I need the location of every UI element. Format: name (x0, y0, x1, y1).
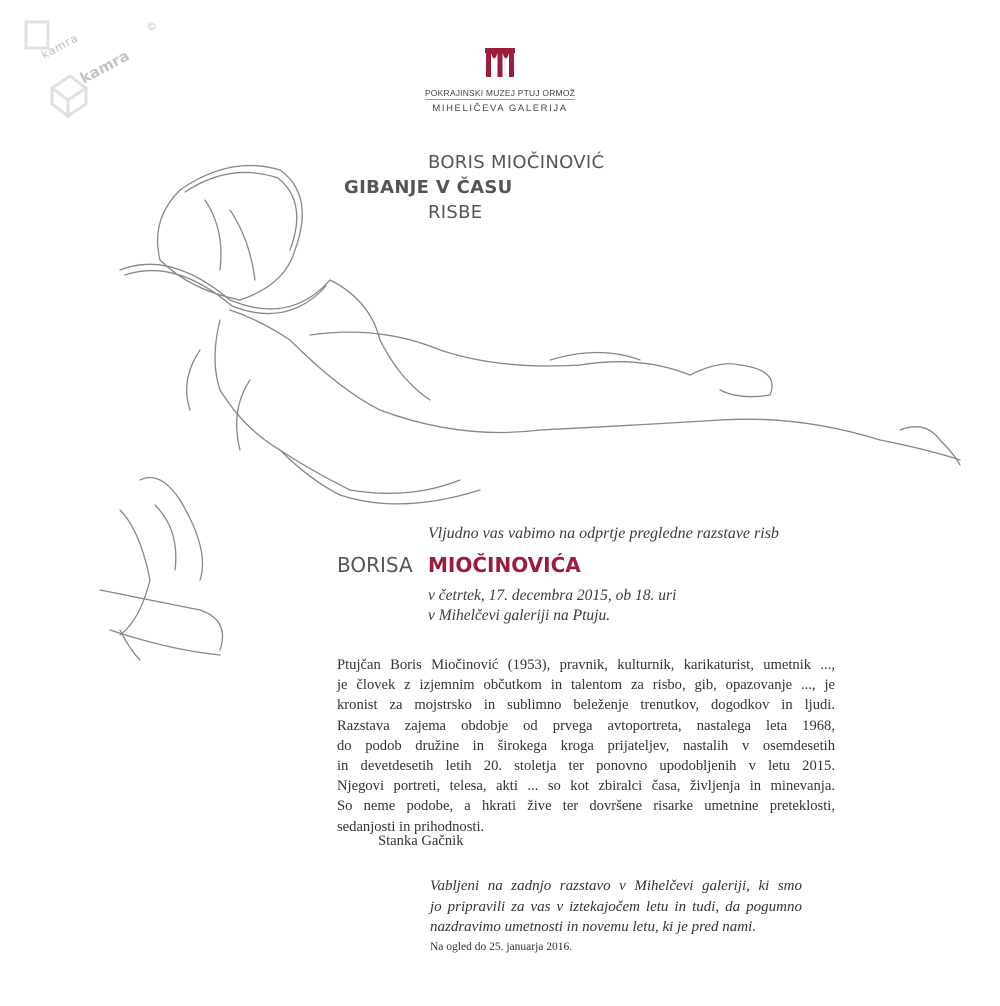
opening-details (428, 586, 676, 626)
body-text (337, 655, 835, 837)
closing-line: Vabljeni na zadnjo razstavo v Mihelčevi galeriji, ki smo (430, 878, 802, 894)
artist-first-name: BORISA (337, 553, 413, 577)
closing-text (430, 876, 802, 938)
gallery-name: MIHELIČEVA GALERIJA (432, 103, 568, 114)
watermark-brand: kamra (76, 46, 133, 88)
body-line: Razstava zajema obdobje od prvega avtoportreta, nastalega leta 1968, (337, 717, 835, 734)
invitation-intro: Vljudno vas vabimo na odprtje pregledne razstave risb (428, 525, 779, 542)
body-line: Ptujčan Boris Miočinović (1953), pravnik, kulturnik, karikaturist, umetnik ..., (337, 657, 835, 673)
closing-line: nazdravimo umetnosti in novemu letu, ki je pred nami. (430, 919, 757, 936)
body-line: kronist za mojstrsko in sublimno beleženje trenutkov, dogodkov in ljudi. (337, 697, 835, 714)
text-author: Stanka Gačnik (378, 833, 464, 849)
closing-line: jo pripravili za vas v iztekajočem letu in tudi, da pogumno (430, 898, 802, 915)
exhibition-title: GIBANJE V ČASU (344, 177, 513, 198)
exhibition-artist: BORIS MIOČINOVIĆ (428, 152, 605, 173)
opening-date: v četrtek, 17. decembra 2015, ob 18. uri (428, 587, 677, 604)
exhibition-subtitle: RISBE (428, 202, 483, 223)
watermark-text: kamra (39, 31, 81, 62)
body-line: do podob družine in širokega kroga prijateljev, nastalih v osemdesetih (337, 737, 835, 754)
body-line: So neme podobe, a hkrati žive ter dovršene risarke umetnine preteklosti, (337, 798, 835, 815)
body-line: sedanjosti in prihodnosti. (337, 818, 485, 835)
header-divider (425, 99, 575, 100)
museum-logo-icon (482, 44, 518, 80)
exhibition-until: Na ogled do 25. januarja 2016. (430, 941, 573, 953)
artist-last-name: MIOČINOVIĆA (428, 553, 581, 577)
watermark-copyright: © (146, 20, 157, 33)
museum-name: POKRAJINSKI MUZEJ PTUJ ORMOŽ (424, 88, 576, 98)
opening-venue: v Mihelčevi galeriji na Ptuju. (428, 607, 611, 624)
body-line: je človek z izjemnim občutkom in talentom za risbo, gib, opazovanje ..., je (337, 677, 835, 694)
body-line: Njegovi portreti, telesa, akti ... so kot zbiralci časa, življenja in minevanja. (337, 778, 835, 795)
body-line: in devetdesetih letih 20. stoletja ter ponovno upodobljenih v letu 2015. (337, 757, 835, 774)
